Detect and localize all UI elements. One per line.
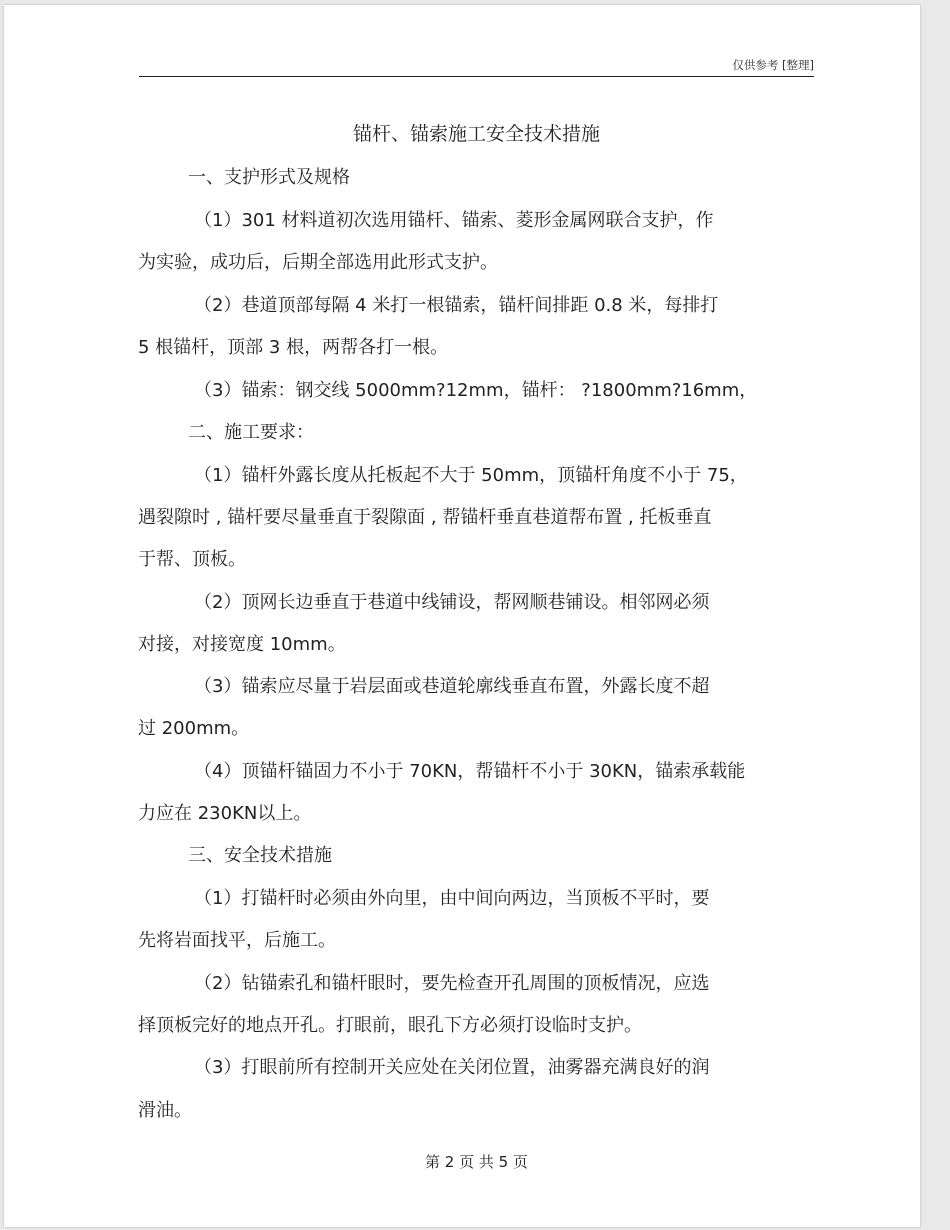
document-page [4, 5, 920, 1227]
document-title: 锚杆、锚索施工安全技术措施 [352, 123, 600, 145]
paragraph-line: 过 200mm。 [138, 718, 250, 739]
paragraph-line: （1）锚杆外露长度从托板起不大于 50mm，顶锚杆角度不小于 75， [194, 465, 748, 486]
paragraph-line: （2）巷道顶部每隔 4 米打一根锚索，锚杆间排距 0.8 米，每排打 [194, 295, 719, 316]
paragraph-line: （1）打锚杆时必须由外向里，由中间向两边，当顶板不平时，要 [194, 888, 710, 909]
paragraph-line: 对接，对接宽度 10mm。 [138, 634, 346, 655]
paragraph-line: （3）锚索：钢交线 5000mm?12mm，锚杆： ?1800mm?16mm， [194, 380, 758, 401]
section-heading-1: 一、支护形式及规格 [188, 167, 350, 188]
paragraph-line: 力应在 230KN以上。 [138, 803, 312, 824]
paragraph-line: （1）301 材料道初次选用锚杆、锚索、菱形金属网联合支护，作 [194, 210, 714, 231]
paragraph-line: （2）顶网长边垂直于巷道中线铺设，帮网顺巷铺设。相邻网必须 [194, 592, 710, 613]
paragraph-line: 5 根锚杆，顶部 3 根，两帮各打一根。 [138, 337, 449, 358]
page-footer: 第 2 页 共 5 页 [425, 1153, 528, 1171]
section-heading-2: 二、施工要求： [188, 422, 314, 443]
paragraph-line: （2）钻锚索孔和锚杆眼时，要先检查开孔周围的顶板情况，应选 [194, 973, 710, 994]
paragraph-line: 遇裂隙时 , 锚杆要尽量垂直于裂隙面 , 帮锚杆垂直巷道帮布置 , 托板垂直 [138, 507, 712, 528]
section-heading-3: 三、安全技术措施 [188, 845, 332, 866]
header-divider [139, 76, 814, 77]
page-header: 仅供参考 [整理] [732, 58, 814, 72]
paragraph-line: 于帮、顶板。 [138, 549, 246, 570]
paragraph-line: 择顶板完好的地点开孔。打眼前，眼孔下方必须打设临时支护。 [138, 1015, 642, 1036]
paragraph-line: 滑油。 [138, 1100, 192, 1121]
paragraph-line: （3）打眼前所有控制开关应处在关闭位置，油雾器充满良好的润 [194, 1057, 710, 1078]
paragraph-line: 为实验，成功后，后期全部选用此形式支护。 [138, 252, 498, 273]
paragraph-line: 先将岩面找平，后施工。 [138, 930, 336, 951]
paragraph-line: （4）顶锚杆锚固力不小于 70KN，帮锚杆不小于 30KN，锚索承载能 [194, 761, 746, 782]
paragraph-line: （3）锚索应尽量于岩层面或巷道轮廓线垂直布置，外露长度不超 [194, 676, 710, 697]
